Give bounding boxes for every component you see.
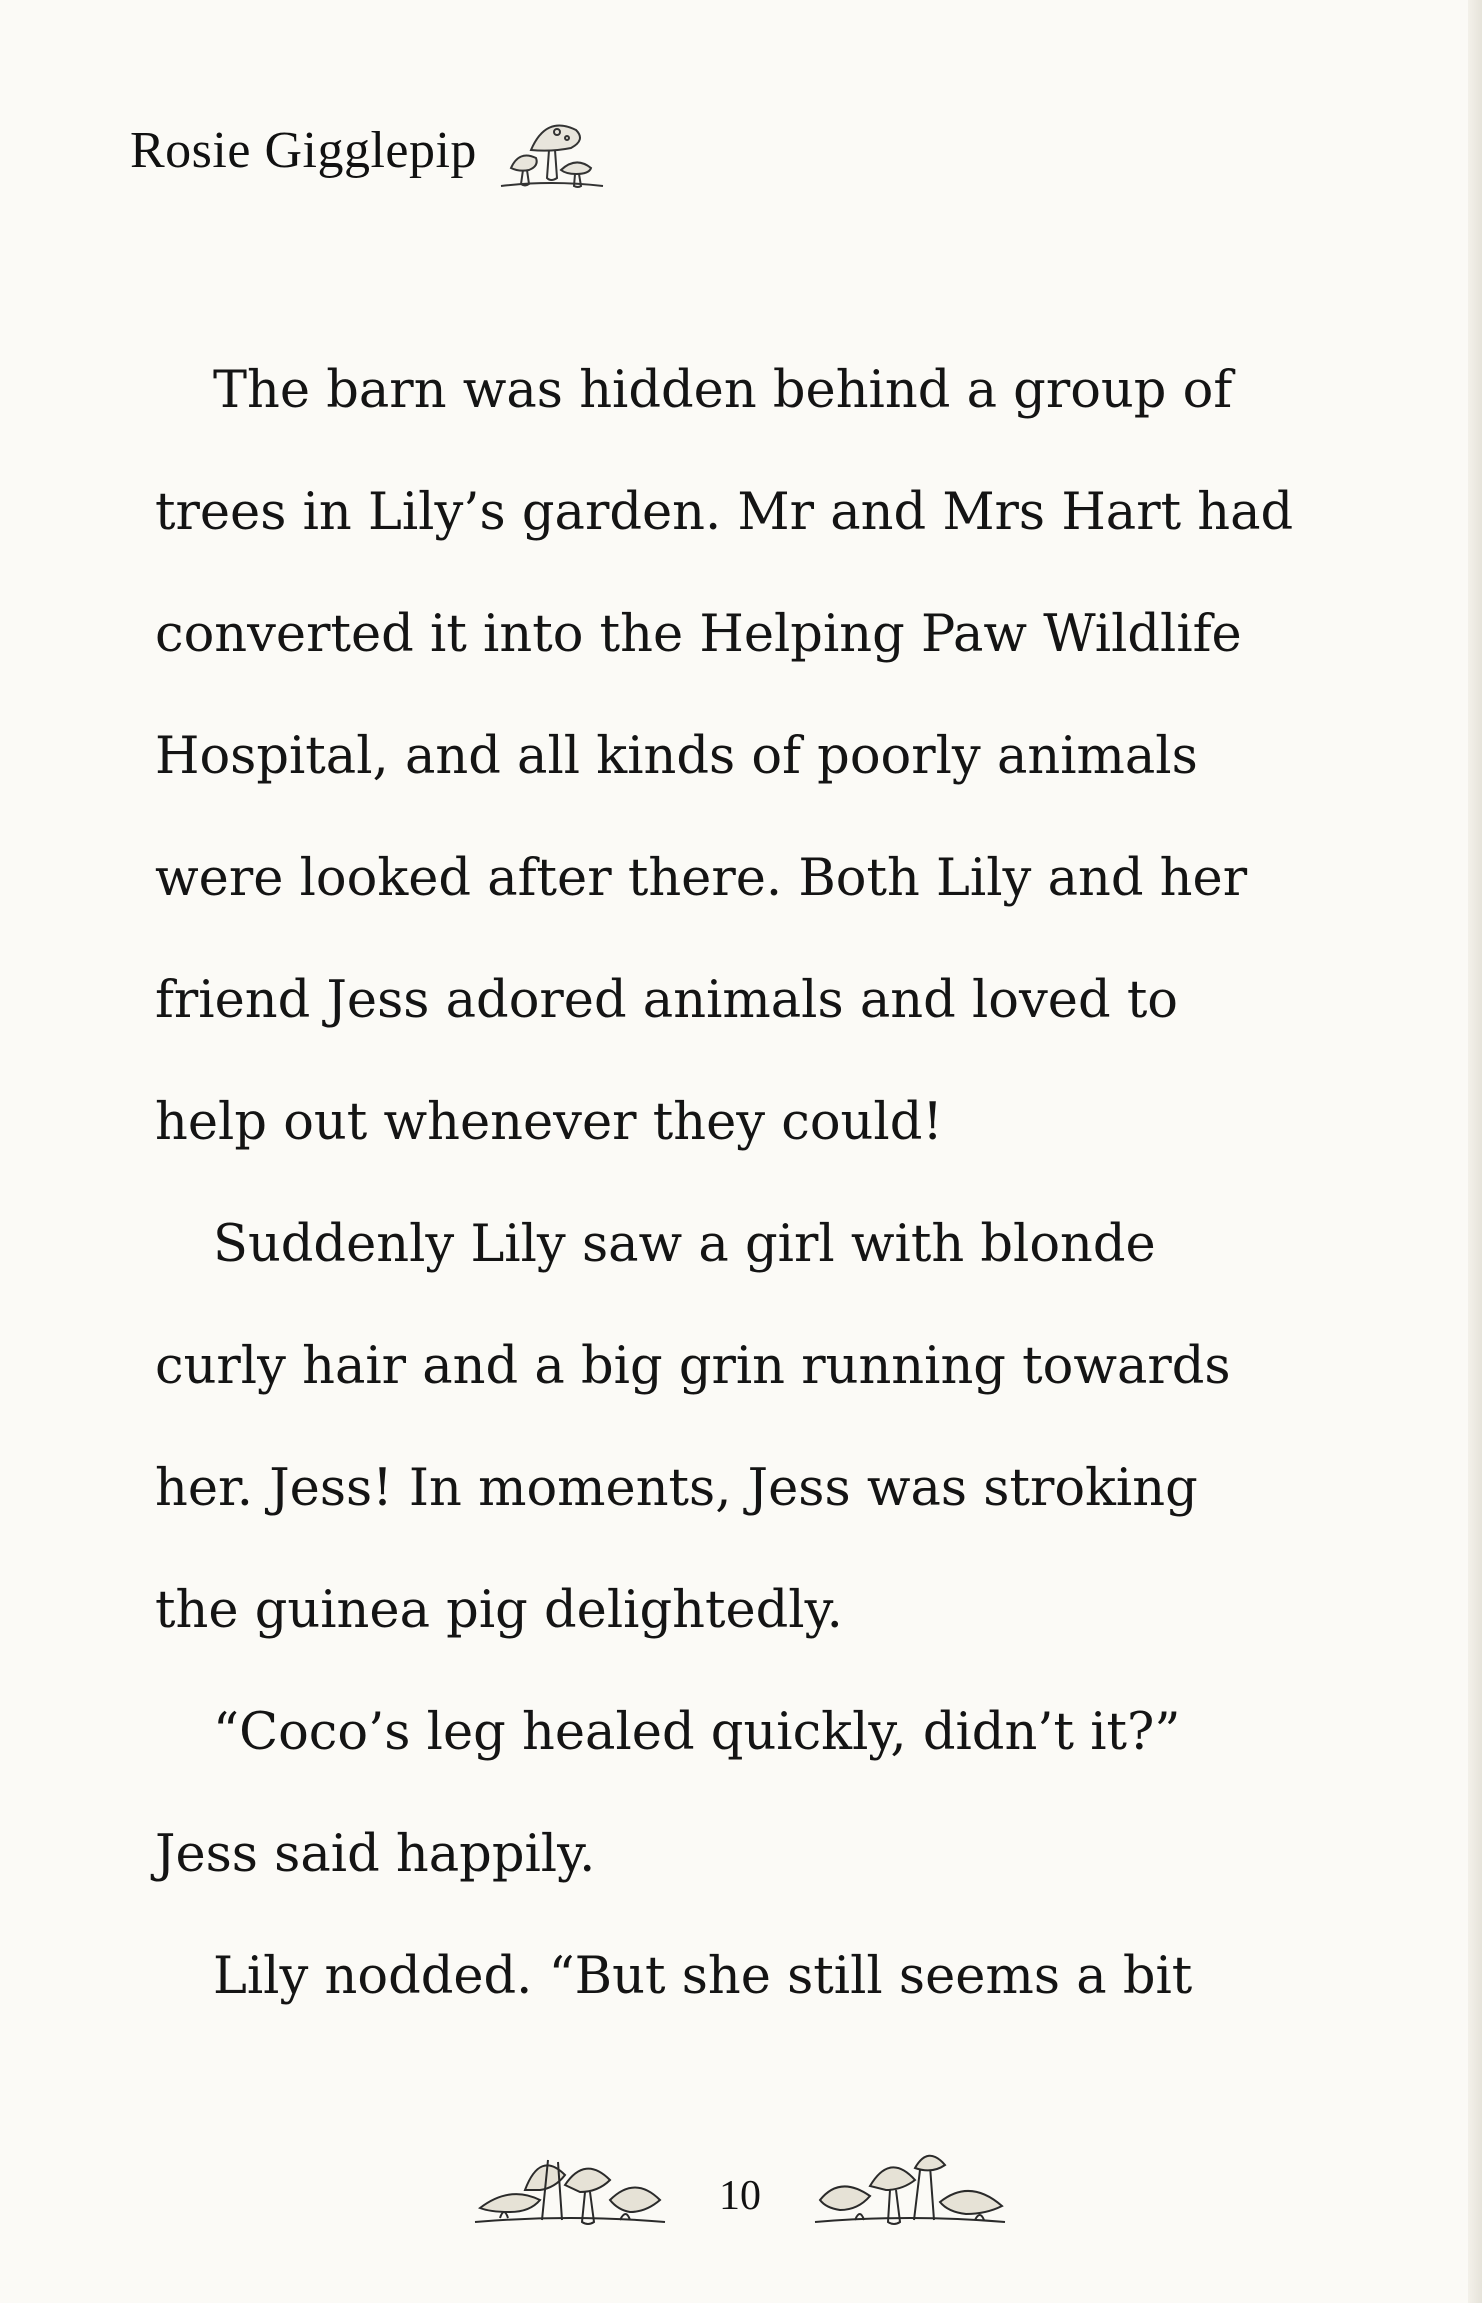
book-title: Rosie Gigglepip xyxy=(130,121,477,179)
paragraph-1: The barn was hidden behind a group of trees in Lily’s garden. Mr and Mrs Hart had converted it into the Helping Paw Wildlife Hospital, and all kinds of poorly animals were looked after there. Both Lily and her friend Jess adored animals and loved to help out whenever they could! xyxy=(155,361,1294,1152)
paragraph-2: Suddenly Lily saw a girl with blonde curly hair and a big grin running towards her. Jess! In moments, Jess was stroking the guinea pig delightedly. xyxy=(155,1215,1231,1640)
mushroom-cluster-icon xyxy=(470,2130,670,2230)
page-edge xyxy=(1468,0,1482,2303)
paragraph-4: Lily nodded. “But she still seems a bit xyxy=(213,1947,1193,2006)
running-head xyxy=(130,110,611,190)
page-footer xyxy=(0,2130,1482,2250)
page-number: 10 xyxy=(719,2173,761,2219)
body-text xyxy=(155,330,1295,2038)
mushroom-icon xyxy=(491,110,611,190)
paragraph-3: “Coco’s leg healed quickly, didn’t it?” Jess said happily. xyxy=(155,1703,1181,1884)
mushroom-cluster-icon xyxy=(810,2130,1010,2230)
